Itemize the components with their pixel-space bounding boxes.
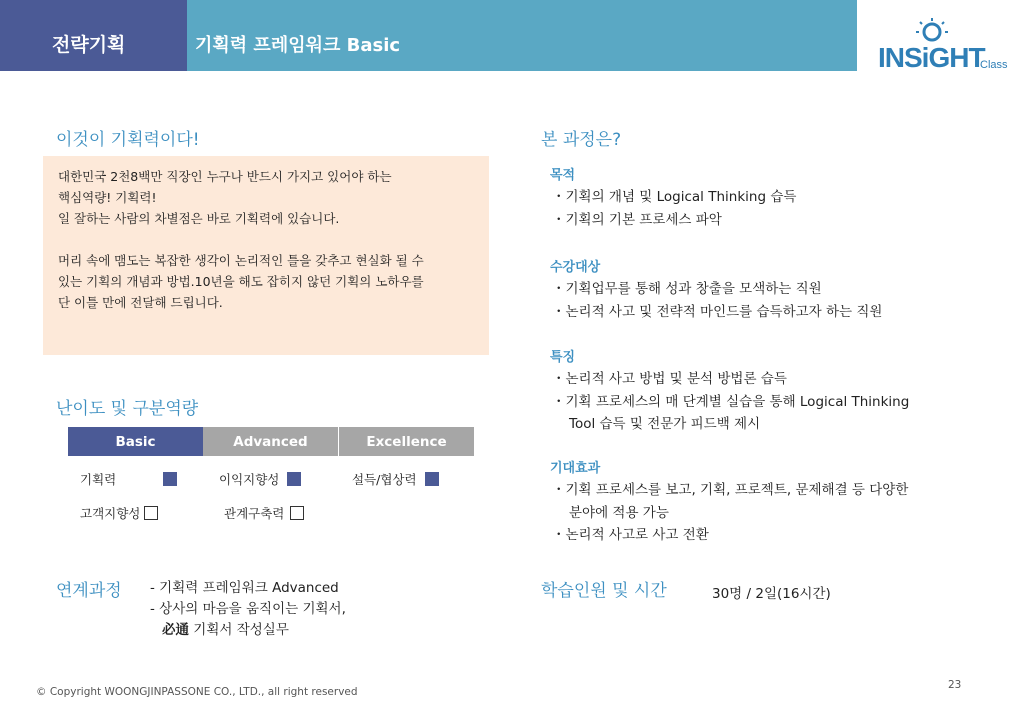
learning-title: 학습인원 및 시간 (541, 581, 667, 601)
linked-course: - 기획력 프레임워크 Advanced (150, 580, 339, 596)
intro-line: 머리 속에 맴도는 복잡한 생각이 논리적인 틀을 갖추고 현실화 될 수 (58, 253, 424, 268)
effects-list (552, 479, 908, 547)
level-basic: Basic (68, 427, 203, 456)
list-item: ・기획업무를 통해 성과 창출을 모색하는 직원 (552, 281, 822, 297)
checkbox-checked (287, 472, 301, 486)
linked-title: 연계과정 (56, 581, 122, 601)
competency-label: 관계구축력 (224, 506, 285, 521)
competency-item (80, 470, 177, 488)
list-item: ・논리적 사고 방법 및 분석 방법론 습득 (552, 371, 787, 387)
linked-courses (150, 578, 346, 641)
list-item: ・기획 프로세스의 매 단계별 실습을 통해 Logical Thinking (552, 393, 910, 410)
list-item: ・기획의 기본 프로세스 파악 (552, 211, 722, 228)
page-number: 23 (948, 679, 962, 691)
intro-line: 일 잘하는 사람의 차별점은 바로 기획력에 있습니다. (58, 211, 340, 226)
list-item: ・기획 프로세스를 보고, 기획, 프로젝트, 문제해결 등 다양한 (552, 482, 909, 498)
purpose-list (552, 186, 796, 231)
intro-line: 있는 기획의 개념과 방법.10년을 해도 잡히지 않던 기획의 노하우를 (58, 274, 424, 289)
section-heading-target: 수강대상 (550, 260, 601, 275)
competency-item (219, 470, 301, 488)
competency-label: 설득/협상력 (352, 472, 417, 487)
checkbox-unchecked (144, 506, 158, 520)
linked-course-rest: 기획서 작성실무 (189, 622, 289, 638)
list-item: ・논리적 사고로 사고 전환 (552, 527, 709, 543)
section-heading-effects: 기대효과 (550, 461, 601, 476)
competency-item (352, 470, 439, 488)
header-category: 전략기획 (52, 34, 126, 56)
checkbox-unchecked (290, 506, 304, 520)
header-title: 기획력 프레임워크 Basic (195, 35, 401, 56)
competency-label: 기획력 (80, 472, 117, 487)
competency-item (80, 504, 158, 522)
competency-label: 고객지향성 (80, 506, 141, 521)
competency-label: 이익지향성 (219, 472, 280, 487)
linked-emphasis: 必通 (162, 622, 189, 638)
logo-subtext: Class (980, 59, 1008, 71)
level-excellence: Excellence (338, 427, 474, 456)
intro-line: 단 이틀 만에 전달해 드립니다. (58, 295, 223, 310)
learning-value: 30명 / 2일(16시간) (712, 586, 831, 602)
checkbox-checked (163, 472, 177, 486)
intro-line: 핵심역량! 기획력! (58, 190, 157, 205)
list-item-cont: 분야에 적용 가능 (569, 504, 669, 521)
list-item-cont: Tool 습득 및 전문가 피드백 제시 (569, 416, 761, 432)
intro-title: 이것이 기획력이다! (56, 130, 200, 150)
course-title: 본 과정은? (541, 130, 622, 150)
logo-text: INSiGHT (878, 42, 985, 73)
level-advanced: Advanced (203, 427, 338, 456)
intro-line-blank (58, 229, 488, 250)
intro-text (58, 166, 488, 313)
list-item: ・기획의 개념 및 Logical Thinking 습득 (552, 189, 797, 205)
checkbox-checked (425, 472, 439, 486)
target-list (552, 278, 882, 323)
copyright: © Copyright WOONGJINPASSONE CO., LTD., all right reserved (36, 686, 358, 698)
section-heading-features: 특징 (550, 350, 576, 365)
section-heading-purpose: 목적 (550, 168, 576, 183)
intro-line: 대한민국 2천8백만 직장인 누구나 반드시 가지고 있어야 하는 (58, 169, 392, 184)
difficulty-title: 난이도 및 구분역량 (56, 399, 199, 419)
linked-course-cont (150, 620, 346, 641)
features-list (552, 368, 909, 436)
list-item: ・논리적 사고 및 전략적 마인드를 습득하고자 하는 직원 (552, 303, 883, 320)
competency-item (224, 504, 304, 522)
insight-class-logo (872, 16, 1017, 76)
linked-course: - 상사의 마음을 움직이는 기획서, (150, 601, 346, 617)
difficulty-levels (68, 427, 474, 456)
